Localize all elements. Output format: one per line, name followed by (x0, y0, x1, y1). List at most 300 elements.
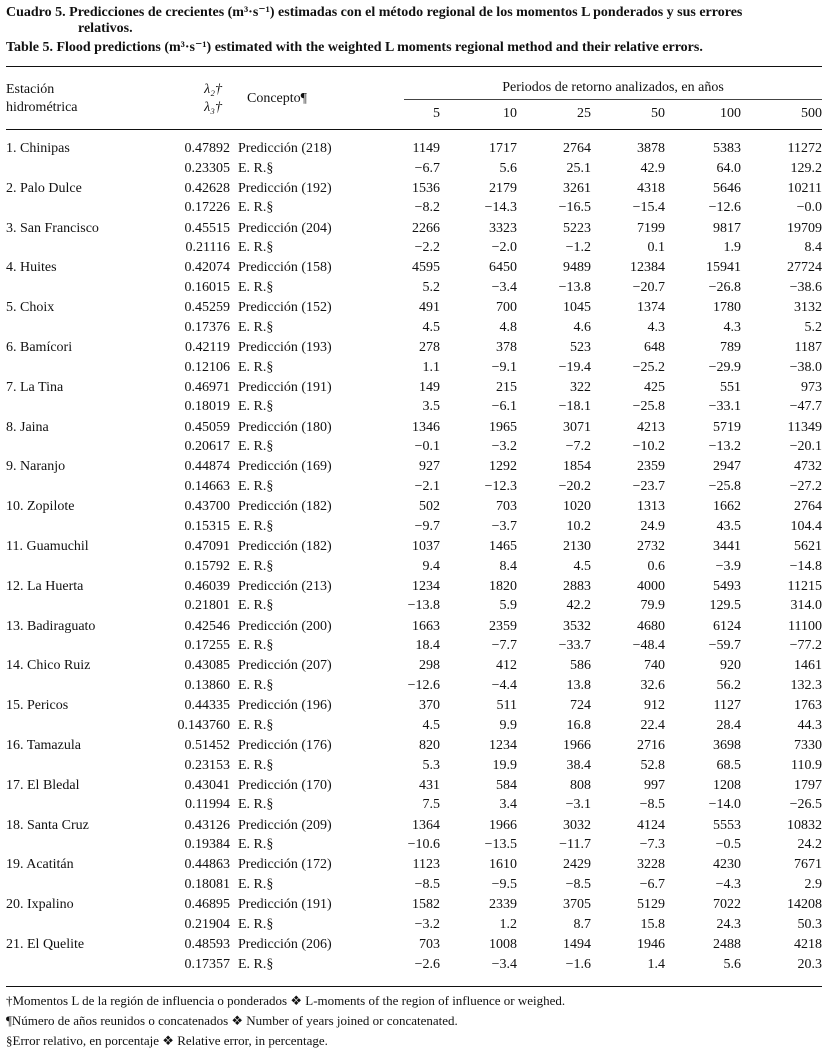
header-station-2: hidrométrica (6, 100, 78, 115)
error-value: 16.8 (566, 717, 591, 733)
concept-relative-error: E. R.§ (238, 677, 274, 693)
prediction-value: 4318 (637, 180, 665, 196)
concept-relative-error: E. R.§ (238, 558, 274, 574)
error-value: 5.2 (422, 279, 440, 295)
lambda3-value: 0.18081 (184, 876, 230, 892)
error-value: −77.2 (789, 638, 822, 654)
footnote-lmoments: †Momentos L de la región de influencia o ponderados ❖ L-moments of the region of influence or weighed. (6, 993, 566, 1008)
error-value: −3.1 (565, 797, 591, 813)
concept-prediction: Predicción (200) (238, 618, 332, 634)
prediction-value: 3071 (563, 419, 591, 435)
prediction-value: 4230 (713, 857, 741, 873)
error-value: 9.4 (422, 558, 440, 574)
error-value: 5.6 (499, 160, 517, 176)
concept-prediction: Predicción (169) (238, 459, 332, 475)
prediction-value: 740 (644, 658, 665, 674)
error-value: 20.3 (797, 956, 822, 972)
error-value: 1.9 (723, 240, 741, 256)
error-value: −11.7 (559, 837, 591, 853)
lambda2-value: 0.51452 (184, 738, 230, 753)
prediction-value: 523 (570, 340, 591, 355)
error-value: 3.4 (499, 797, 517, 813)
prediction-value: 5493 (713, 578, 741, 594)
prediction-value: 215 (496, 379, 517, 395)
concept-relative-error: E. R.§ (238, 598, 274, 614)
error-value: −3.4 (491, 956, 517, 972)
error-value: −12.6 (708, 200, 741, 216)
error-value: 2.9 (804, 876, 822, 892)
error-value: 28.4 (716, 717, 741, 733)
error-value: 8.4 (804, 240, 822, 256)
error-value: −23.7 (632, 478, 665, 494)
error-value: −33.7 (558, 638, 591, 654)
header-period-10: 10 (503, 106, 517, 121)
station-name: 7. La Tina (6, 379, 64, 395)
error-value: −25.8 (632, 399, 665, 415)
prediction-value: 724 (570, 698, 591, 714)
concept-relative-error: E. R.§ (238, 916, 274, 932)
prediction-value: 1763 (794, 698, 822, 714)
error-value: −29.9 (708, 359, 741, 375)
prediction-value: 1582 (412, 897, 440, 913)
concept-prediction: Predicción (176) (238, 738, 332, 753)
error-value: −26.5 (789, 797, 822, 813)
prediction-value: 278 (419, 340, 440, 355)
prediction-value: 648 (644, 340, 665, 355)
header-period-25: 25 (577, 106, 591, 121)
error-value: −0.1 (414, 439, 440, 455)
lambda2-value: 0.43085 (184, 658, 230, 674)
error-value: 132.3 (790, 677, 822, 693)
error-value: 52.8 (640, 757, 665, 773)
lambda2-value: 0.42628 (184, 180, 230, 196)
concept-relative-error: E. R.§ (238, 638, 274, 654)
concept-prediction: Predicción (158) (238, 260, 332, 276)
station-name: 15. Pericos (6, 698, 69, 714)
error-value: 1.2 (499, 916, 517, 932)
error-value: −13.2 (708, 439, 741, 455)
prediction-value: 4680 (637, 618, 665, 634)
error-value: −20.7 (632, 279, 665, 295)
header-station-1: Estación (6, 82, 55, 97)
prediction-value: 1965 (489, 419, 517, 435)
lambda3-value: 0.18019 (184, 399, 230, 415)
header-period-50: 50 (651, 106, 665, 121)
prediction-value: 1461 (794, 658, 822, 674)
error-value: −4.4 (491, 677, 517, 693)
prediction-value: 10211 (787, 180, 822, 196)
prediction-value: 412 (496, 658, 517, 674)
prediction-value: 5223 (563, 220, 591, 236)
error-value: 1.4 (647, 956, 665, 972)
prediction-value: 3323 (489, 220, 517, 236)
prediction-value: 1234 (412, 578, 440, 594)
concept-relative-error: E. R.§ (238, 240, 274, 256)
error-value: 13.8 (566, 677, 591, 693)
lambda2-value: 0.47892 (184, 141, 230, 156)
error-value: 5.2 (804, 319, 822, 335)
prediction-value: 1149 (412, 141, 440, 156)
concept-prediction: Predicción (209) (238, 817, 332, 833)
caption-en-label: Table 5. (6, 40, 53, 55)
station-name: 8. Jaina (6, 419, 49, 435)
prediction-value: 584 (496, 777, 517, 793)
concept-relative-error: E. R.§ (238, 399, 274, 415)
error-value: 10.2 (566, 518, 591, 534)
lambda2-value: 0.45259 (184, 300, 230, 316)
error-value: 22.4 (640, 717, 665, 733)
concept-relative-error: E. R.§ (238, 319, 274, 335)
error-value: −15.4 (632, 200, 665, 216)
prediction-value: 5553 (713, 817, 741, 833)
concept-relative-error: E. R.§ (238, 279, 274, 295)
error-value: 15.8 (640, 916, 665, 932)
concept-prediction: Predicción (180) (238, 419, 332, 435)
header-periods-rule (404, 99, 822, 100)
prediction-value: 808 (570, 777, 591, 793)
error-value: −27.2 (789, 478, 822, 494)
header-bottom-rule (6, 129, 822, 130)
concept-prediction: Predicción (192) (238, 180, 332, 196)
prediction-value: 2179 (489, 180, 517, 196)
error-value: 38.4 (566, 757, 591, 773)
header-lambda3: λ₃† (204, 100, 222, 115)
error-value: −33.1 (708, 399, 741, 415)
error-value: 9.9 (499, 717, 517, 733)
lambda2-value: 0.44863 (184, 857, 230, 873)
concept-relative-error: E. R.§ (238, 837, 274, 853)
error-value: 3.5 (422, 399, 440, 415)
station-name: 2. Palo Dulce (6, 180, 82, 196)
lambda3-value: 0.19384 (184, 837, 230, 853)
prediction-value: 491 (419, 300, 440, 316)
error-value: −8.5 (639, 797, 665, 813)
prediction-value: 1946 (637, 937, 665, 952)
error-value: −3.2 (491, 439, 517, 455)
prediction-value: 5129 (637, 897, 665, 913)
error-value: 32.6 (640, 677, 665, 693)
lambda2-value: 0.45515 (184, 220, 230, 236)
error-value: −26.8 (708, 279, 741, 295)
prediction-value: 4213 (637, 419, 665, 435)
station-name: 12. La Huerta (6, 578, 84, 594)
caption-es-cont: relativos. (78, 21, 133, 36)
concept-prediction: Predicción (182) (238, 499, 332, 515)
prediction-value: 1820 (489, 578, 517, 594)
error-value: −1.2 (565, 240, 591, 256)
lambda3-value: 0.20617 (184, 439, 230, 455)
error-value: 18.4 (415, 638, 440, 654)
error-value: 24.9 (640, 518, 665, 534)
footnote-error: §Error relativo, en porcentaje ❖ Relative error, in percentage. (6, 1033, 328, 1048)
header-periods-title: Periodos de retorno analizados, en años (502, 80, 724, 95)
prediction-value: 1374 (637, 300, 665, 316)
prediction-value: 1313 (637, 499, 665, 515)
prediction-value: 1966 (489, 817, 517, 833)
prediction-value: 5719 (713, 419, 741, 435)
prediction-value: 15941 (706, 260, 741, 276)
prediction-value: 1662 (713, 499, 741, 515)
prediction-value: 1346 (412, 419, 440, 435)
prediction-value: 2883 (563, 578, 591, 594)
prediction-value: 9489 (563, 260, 591, 276)
error-value: 24.3 (716, 916, 741, 932)
concept-prediction: Predicción (191) (238, 897, 332, 913)
station-name: 1. Chinipas (6, 141, 70, 156)
lambda3-value: 0.143760 (177, 717, 230, 733)
prediction-value: 5383 (713, 141, 741, 156)
header-period-5: 5 (433, 106, 440, 121)
prediction-value: 1045 (563, 300, 591, 316)
prediction-value: 511 (496, 698, 517, 714)
lambda3-value: 0.11994 (185, 797, 230, 813)
prediction-value: 703 (419, 937, 440, 952)
prediction-value: 1037 (412, 539, 440, 554)
error-value: −20.1 (789, 439, 822, 455)
error-value: −16.5 (558, 200, 591, 216)
prediction-value: 14208 (787, 897, 822, 913)
prediction-value: 703 (496, 499, 517, 515)
concept-prediction: Predicción (170) (238, 777, 332, 793)
lambda2-value: 0.43700 (184, 499, 230, 515)
prediction-value: 11272 (787, 141, 822, 156)
prediction-value: 3032 (563, 817, 591, 833)
header-lambda2: λ₂† (204, 82, 222, 97)
prediction-value: 1123 (412, 857, 440, 873)
prediction-value: 1536 (412, 180, 440, 196)
error-value: 25.1 (566, 160, 591, 176)
error-value: −3.7 (491, 518, 517, 534)
error-value: −2.6 (414, 956, 440, 972)
prediction-value: 2716 (637, 738, 665, 753)
lambda3-value: 0.14663 (184, 478, 230, 494)
prediction-value: 1208 (713, 777, 741, 793)
prediction-value: 425 (644, 379, 665, 395)
error-value: 4.3 (647, 319, 665, 335)
prediction-value: 1008 (489, 937, 517, 952)
prediction-value: 1780 (713, 300, 741, 316)
error-value: −14.3 (484, 200, 517, 216)
station-name: 21. El Quelite (6, 937, 85, 952)
error-value: −14.0 (708, 797, 741, 813)
error-value: −9.1 (491, 359, 517, 375)
prediction-value: 5646 (713, 180, 741, 196)
prediction-value: 1187 (794, 340, 822, 355)
lambda3-value: 0.21801 (184, 598, 230, 614)
error-value: −10.6 (407, 837, 440, 853)
error-value: 43.5 (716, 518, 741, 534)
caption-es-label: Cuadro 5. (6, 5, 66, 20)
error-value: 79.9 (640, 598, 665, 614)
prediction-value: 1854 (563, 459, 591, 475)
station-name: 18. Santa Cruz (6, 817, 89, 833)
error-value: 68.5 (716, 757, 741, 773)
prediction-value: 1717 (489, 141, 517, 156)
prediction-value: 1020 (563, 499, 591, 515)
error-value: 42.9 (640, 160, 665, 176)
error-value: 4.3 (723, 319, 741, 335)
prediction-value: 7022 (713, 897, 741, 913)
station-name: 5. Choix (6, 300, 55, 316)
error-value: 104.4 (790, 518, 822, 534)
concept-relative-error: E. R.§ (238, 797, 274, 813)
caption-es-text: Predicciones de crecientes (m³·s⁻¹) estimadas con el método regional de los momentos L ponderados y sus errores (69, 5, 743, 20)
station-name: 17. El Bledal (6, 777, 80, 793)
lambda2-value: 0.43126 (184, 817, 230, 833)
prediction-value: 2764 (794, 499, 822, 515)
error-value: −9.5 (491, 876, 517, 892)
concept-relative-error: E. R.§ (238, 160, 274, 176)
concept-prediction: Predicción (191) (238, 379, 332, 395)
error-value: 56.2 (716, 677, 741, 693)
prediction-value: 149 (419, 379, 440, 395)
bottom-rule (6, 986, 822, 987)
lambda3-value: 0.21116 (185, 240, 230, 256)
error-value: 5.6 (723, 956, 741, 972)
prediction-value: 4124 (637, 817, 665, 833)
error-value: −8.5 (565, 876, 591, 892)
error-value: −14.8 (789, 558, 822, 574)
concept-prediction: Predicción (196) (238, 698, 332, 714)
prediction-value: 19709 (787, 220, 822, 236)
error-value: 4.6 (573, 319, 591, 335)
lambda3-value: 0.13860 (184, 677, 230, 693)
concept-prediction: Predicción (182) (238, 539, 332, 554)
error-value: −25.8 (708, 478, 741, 494)
prediction-value: 586 (570, 658, 591, 674)
prediction-value: 1966 (563, 738, 591, 753)
prediction-value: 322 (570, 379, 591, 395)
prediction-value: 9817 (713, 220, 741, 236)
prediction-value: 1364 (412, 817, 440, 833)
error-value: 8.7 (573, 916, 591, 932)
prediction-value: 5621 (794, 539, 822, 554)
header-concept: Concepto¶ (247, 91, 307, 106)
station-name: 9. Naranjo (6, 459, 66, 475)
error-value: 50.3 (797, 916, 822, 932)
error-value: −38.6 (789, 279, 822, 295)
error-value: −9.7 (414, 518, 440, 534)
lambda3-value: 0.21904 (184, 916, 230, 932)
error-value: 129.2 (790, 160, 822, 176)
error-value: 5.9 (499, 598, 517, 614)
concept-prediction: Predicción (193) (238, 340, 332, 355)
station-name: 11. Guamuchil (6, 539, 89, 554)
lambda2-value: 0.46895 (184, 897, 230, 913)
error-value: 314.0 (790, 598, 822, 614)
prediction-value: 3698 (713, 738, 741, 753)
error-value: 4.5 (422, 319, 440, 335)
prediction-value: 4732 (794, 459, 822, 475)
prediction-value: 502 (419, 499, 440, 515)
station-name: 6. Bamícori (6, 340, 73, 355)
station-name: 3. San Francisco (6, 220, 99, 236)
concept-relative-error: E. R.§ (238, 518, 274, 534)
station-name: 19. Acatitán (6, 857, 74, 873)
prediction-value: 370 (419, 698, 440, 714)
error-value: −0.0 (796, 200, 822, 216)
error-value: −13.8 (558, 279, 591, 295)
concept-relative-error: E. R.§ (238, 876, 274, 892)
prediction-value: 431 (419, 777, 440, 793)
error-value: 0.6 (647, 558, 665, 574)
error-value: −47.7 (789, 399, 822, 415)
prediction-value: 1465 (489, 539, 517, 554)
error-value: 129.5 (709, 598, 741, 614)
concept-relative-error: E. R.§ (238, 757, 274, 773)
station-name: 13. Badiraguato (6, 618, 96, 634)
error-value: 0.1 (647, 240, 665, 256)
error-value: −0.5 (715, 837, 741, 853)
error-value: 64.0 (716, 160, 741, 176)
error-value: −6.7 (639, 876, 665, 892)
lambda2-value: 0.46039 (184, 578, 230, 594)
error-value: 8.4 (499, 558, 517, 574)
lambda2-value: 0.42074 (184, 260, 230, 276)
concept-relative-error: E. R.§ (238, 359, 274, 375)
prediction-value: 11100 (788, 618, 822, 634)
prediction-value: 1797 (794, 777, 822, 793)
lambda2-value: 0.46971 (184, 379, 230, 395)
prediction-value: 920 (720, 658, 741, 674)
lambda3-value: 0.23305 (184, 160, 230, 176)
lambda2-value: 0.48593 (184, 937, 230, 952)
prediction-value: 973 (801, 379, 822, 395)
prediction-value: 6450 (489, 260, 517, 276)
prediction-value: 378 (496, 340, 517, 355)
prediction-value: 10832 (787, 817, 822, 833)
error-value: −2.1 (414, 478, 440, 494)
lambda2-value: 0.45059 (184, 419, 230, 435)
lambda3-value: 0.23153 (184, 757, 230, 773)
error-value: 110.9 (791, 757, 822, 773)
prediction-value: 551 (720, 379, 741, 395)
header-period-100: 100 (720, 106, 741, 121)
lambda2-value: 0.44335 (184, 698, 230, 714)
station-name: 20. Ixpalino (6, 897, 74, 913)
error-value: −7.3 (639, 837, 665, 853)
concept-prediction: Predicción (218) (238, 141, 332, 156)
error-value: −12.6 (407, 677, 440, 693)
lambda2-value: 0.42119 (185, 340, 230, 355)
prediction-value: 1663 (412, 618, 440, 634)
error-value: −7.2 (565, 439, 591, 455)
error-value: −4.3 (715, 876, 741, 892)
error-value: 19.9 (492, 757, 517, 773)
top-rule (6, 66, 822, 67)
prediction-value: 1494 (563, 937, 591, 952)
prediction-value: 912 (644, 698, 665, 714)
footnote-years: ¶Número de años reunidos o concatenados ❖ Number of years joined or concatenated. (6, 1013, 458, 1028)
error-value: 7.5 (422, 797, 440, 813)
lambda3-value: 0.15792 (184, 558, 230, 574)
prediction-value: 1610 (489, 857, 517, 873)
prediction-value: 2339 (489, 897, 517, 913)
error-value: −10.2 (632, 439, 665, 455)
error-value: −13.8 (407, 598, 440, 614)
lambda3-value: 0.17376 (184, 319, 230, 335)
prediction-value: 2488 (713, 937, 741, 952)
error-value: 24.2 (797, 837, 822, 853)
error-value: −48.4 (632, 638, 665, 654)
prediction-value: 3132 (794, 300, 822, 316)
error-value: −2.2 (414, 240, 440, 256)
error-value: −6.1 (491, 399, 517, 415)
error-value: 44.3 (797, 717, 822, 733)
error-value: −3.9 (715, 558, 741, 574)
error-value: −1.6 (565, 956, 591, 972)
prediction-value: 3878 (637, 141, 665, 156)
